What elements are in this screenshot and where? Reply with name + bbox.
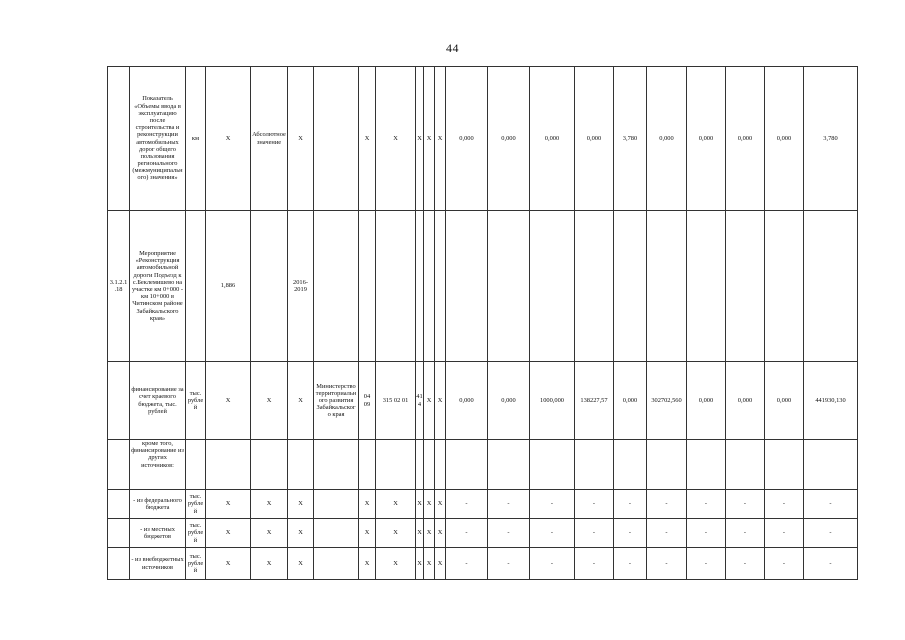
table-cell [108,67,130,211]
table-cell: 414 [416,362,424,440]
table-cell: 0,000 [575,67,614,211]
table-cell: - [614,490,647,519]
table-cell: Х [206,67,251,211]
table-cell: - [647,519,687,548]
table-cell: Х [435,490,446,519]
table-cell: - [726,490,765,519]
table-cell: - [488,490,530,519]
table-cell [108,548,130,580]
table-cell: 0,000 [446,362,488,440]
table-cell [314,67,359,211]
table-cell [575,440,614,490]
table-cell [314,490,359,519]
table-cell [765,440,804,490]
table-cell: - [765,490,804,519]
table-cell: Мероприятие «Реконструкция автомобильной дороги Подъезд к с.Беклемишево на участке км 0+000 - км 10+000 в Читинском районе Забайкальского края» [130,211,186,362]
table-cell: 0,000 [687,362,726,440]
table-cell: 302702,560 [647,362,687,440]
table-cell [251,211,288,362]
table-cell [314,519,359,548]
table-cell [647,440,687,490]
table-cell [108,490,130,519]
table-cell: Х [206,548,251,580]
table-cell: Абсолютное значение [251,67,288,211]
table-cell [530,211,575,362]
table-cell: 2016-2019 [288,211,314,362]
table-row-financing [108,362,858,440]
table-cell: - [488,548,530,580]
table-row-measure [108,211,858,362]
table-cell: Х [206,362,251,440]
table-cell [804,440,858,490]
table-cell [416,440,424,490]
table-cell: 0,000 [614,362,647,440]
table-cell: 138227,57 [575,362,614,440]
table-cell: - [530,490,575,519]
table-cell: - [804,519,858,548]
table-cell [186,440,206,490]
table-cell: Х [424,362,435,440]
table-cell [108,440,130,490]
page-number: 44 [446,41,459,55]
table-row-federal [108,490,858,519]
table-cell: 315 02 01 [376,362,416,440]
table-cell [804,211,858,362]
table-cell: тыс. рублей [186,362,206,440]
table-cell: Х [435,67,446,211]
table-cell [614,440,647,490]
table-cell: - [575,490,614,519]
table-cell: Х [288,519,314,548]
table-cell: Х [435,519,446,548]
table-cell: кроме того, финансирование из других источников: [130,440,186,490]
table-cell: Х [376,548,416,580]
table-cell: - [804,490,858,519]
table-cell: Х [424,67,435,211]
table-cell: - [488,519,530,548]
table-cell: тыс. рублей [186,548,206,580]
table-row-indicator [108,67,858,211]
table-cell: тыс. рублей [186,490,206,519]
table-cell: финансирование за счет краевого бюджета, тыс. рублей [130,362,186,440]
table-cell: Министерство территориального развития Забайкальского края [314,362,359,440]
table-cell: - из федерального бюджета [130,490,186,519]
table-cell: Х [251,548,288,580]
table-cell [376,440,416,490]
table-cell [251,440,288,490]
table-cell: 04 09 [359,362,376,440]
table-cell: Х [206,519,251,548]
table-cell: 0,000 [647,67,687,211]
table-cell: Х [288,548,314,580]
table-cell: Х [288,490,314,519]
table-row-local [108,519,858,548]
table-cell: Х [416,67,424,211]
table-cell: 0,000 [765,362,804,440]
table-cell [435,211,446,362]
table-cell [186,211,206,362]
table-cell [288,440,314,490]
table-cell [108,519,130,548]
table-cell: Х [424,519,435,548]
table-cell: - [614,548,647,580]
table-cell [488,211,530,362]
table-cell [446,211,488,362]
table-cell [488,440,530,490]
table-cell: км [186,67,206,211]
table-cell [765,211,804,362]
table-cell: 3.1.2.1.18 [108,211,130,362]
table-cell: Х [376,67,416,211]
table-cell [424,440,435,490]
table-cell [726,440,765,490]
table-cell: - из внебюджетных источников [130,548,186,580]
table-cell: Х [416,548,424,580]
table-cell: - [687,548,726,580]
table-cell: Х [206,490,251,519]
table-cell: - [647,548,687,580]
table-cell: 1000,000 [530,362,575,440]
table-cell: - [726,519,765,548]
table-cell [726,211,765,362]
table-cell [314,211,359,362]
table-cell: - [687,519,726,548]
table-cell: 3,780 [614,67,647,211]
table-cell: Х [288,362,314,440]
table-cell [314,548,359,580]
table-cell: тыс. рублей [186,519,206,548]
table-cell: - [804,548,858,580]
table-cell: Х [251,490,288,519]
table-cell [446,440,488,490]
table-cell: - [614,519,647,548]
table-cell: Показатель «Объемы ввода в эксплуатацию после строительства и реконструкции автомобильных дорог общего пользования регионального (межмуниципального) значения» [130,67,186,211]
table-cell: Х [359,519,376,548]
table-cell: 441930,130 [804,362,858,440]
table-cell: - [687,490,726,519]
table-cell [575,211,614,362]
table-cell: - [446,490,488,519]
table-cell: - [530,519,575,548]
table-cell: 3,780 [804,67,858,211]
table-cell: 0,000 [687,67,726,211]
table-cell [614,211,647,362]
table-cell: Х [424,490,435,519]
table-cell: 0,000 [488,67,530,211]
table-row-offbudget [108,548,858,580]
table-cell: Х [435,362,446,440]
table-cell [376,211,416,362]
table-cell: Х [416,519,424,548]
table-cell: Х [251,519,288,548]
table-cell: - [765,548,804,580]
table-cell [424,211,435,362]
table-cell: Х [416,490,424,519]
table-cell [647,211,687,362]
table-cell [416,211,424,362]
table-cell [530,440,575,490]
table-cell: Х [359,67,376,211]
table-cell [359,211,376,362]
table-cell: - [530,548,575,580]
table-cell: Х [424,548,435,580]
table-cell: Х [288,67,314,211]
table-cell: - [575,519,614,548]
table-cell: - [575,548,614,580]
table-cell: Х [359,548,376,580]
table-cell: 0,000 [726,362,765,440]
table-cell [359,440,376,490]
table-cell: Х [435,548,446,580]
table-cell: Х [251,362,288,440]
table-cell: 0,000 [530,67,575,211]
table-cell: - из местных бюджетов [130,519,186,548]
table-cell: 0,000 [726,67,765,211]
table-cell: 0,000 [446,67,488,211]
table-cell [687,440,726,490]
table-row-besides [108,440,858,490]
table-cell: - [446,548,488,580]
table-cell [435,440,446,490]
table-cell: Х [376,519,416,548]
table-cell [108,362,130,440]
table-cell: 1,886 [206,211,251,362]
table-cell: - [726,548,765,580]
table-cell [314,440,359,490]
table-cell: Х [359,490,376,519]
table-cell: - [765,519,804,548]
data-table [107,66,858,580]
table-cell [206,440,251,490]
table-cell: 0,000 [488,362,530,440]
table-cell: 0,000 [765,67,804,211]
table-cell: Х [376,490,416,519]
table-cell: - [446,519,488,548]
table-cell [687,211,726,362]
table-cell: - [647,490,687,519]
